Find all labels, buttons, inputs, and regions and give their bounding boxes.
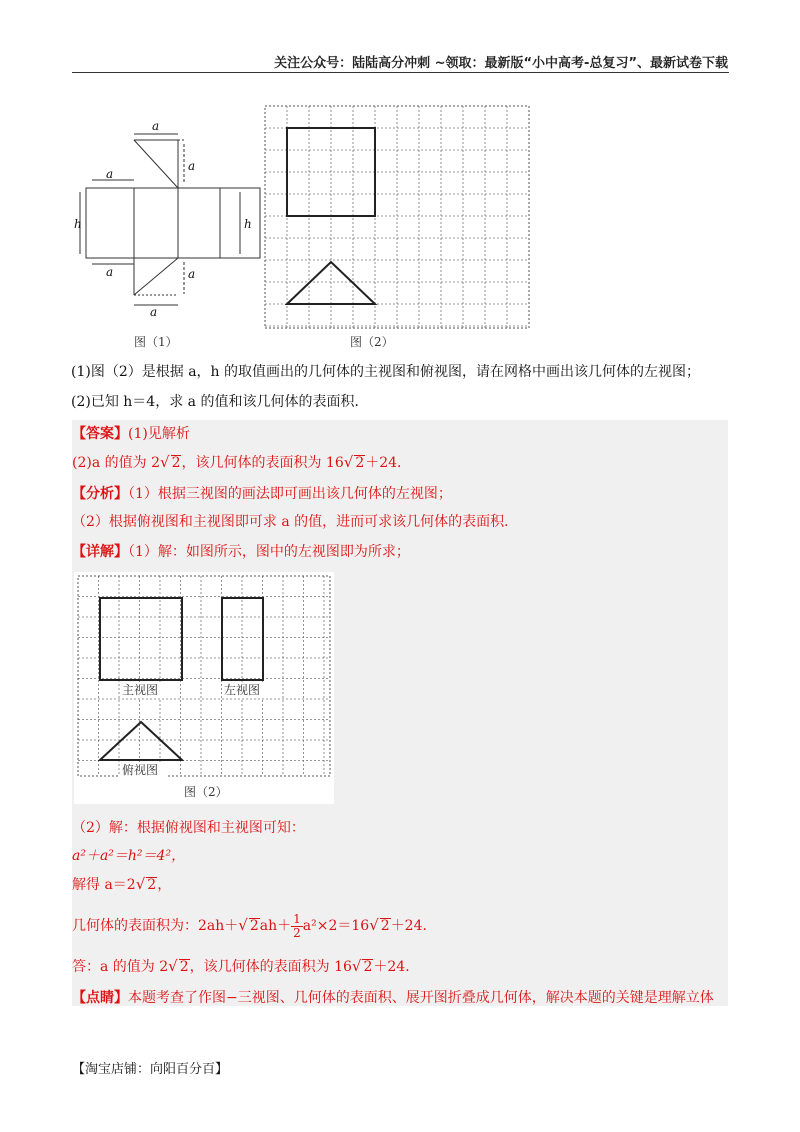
label-a-right-bottom: a bbox=[188, 267, 196, 281]
detail-part-2-intro: （2）解：根据俯视图和主视图可知： bbox=[72, 820, 305, 836]
equation-1: a²＋a²＝h²＝4²， bbox=[72, 848, 186, 864]
header-divider bbox=[72, 72, 729, 73]
analysis-tag: 【分析】 bbox=[72, 486, 128, 502]
analysis-line-1: 【分析】（1）根据三视图的画法即可画出该几何体的左视图； bbox=[72, 486, 452, 502]
page-header: 关注公众号：陆陆高分冲刺 ~领取：最新版“小中高考-总复习”、最新试卷下载 bbox=[274, 56, 728, 71]
label-a-bottom-left: a bbox=[106, 265, 114, 279]
label-h-right: h bbox=[244, 217, 252, 231]
label-a-right-top: a bbox=[188, 159, 196, 173]
answer-line-1 bbox=[72, 424, 190, 444]
top-view-label: 俯视图 bbox=[122, 763, 159, 777]
label-a-bottom: a bbox=[150, 305, 158, 319]
equation-2: 解得 a＝2√ 2， bbox=[72, 875, 172, 893]
solution-figure-caption: 图（2） bbox=[184, 785, 228, 799]
answer-line-2: (2)a 的值为 2√ 2，该几何体的表面积为 16√ 2＋24． bbox=[72, 453, 412, 471]
comment-line: 【点睛】本题考查了作图−三视图、几何体的表面积、展开图折叠成几何体，解决本题的关键是理解立体 bbox=[72, 990, 714, 1006]
figure-1-caption: 图（1） bbox=[134, 335, 178, 349]
equation-3: 几何体的表面积为：2ah＋√ 2ah＋ $\frac{1}{2}$ a²×2＝16√ 2＋24． bbox=[72, 911, 437, 940]
answer-part-1: (1)见解析 bbox=[128, 426, 190, 442]
final-answer: 答：a 的值为 2√ 2，该几何体的表面积为 16√ 2＋24． bbox=[72, 957, 420, 975]
front-view-label: 主视图 bbox=[122, 683, 159, 697]
figure-1-net bbox=[74, 119, 260, 319]
answer-tag: 【答案】 bbox=[72, 426, 128, 442]
question-part-2: (2)已知 h＝4，求 a 的值和该几何体的表面积． bbox=[71, 394, 369, 410]
label-a-top: a bbox=[152, 119, 160, 133]
label-a-left: a bbox=[106, 167, 114, 181]
analysis-line-2: （2）根据俯视图和主视图即可求 a 的值，进而可求该几何体的表面积． bbox=[72, 514, 519, 530]
label-h-left: h bbox=[74, 217, 82, 231]
side-view-label: 左视图 bbox=[224, 683, 261, 697]
figure-2-caption: 图（2） bbox=[350, 335, 394, 349]
figure-2-grid bbox=[265, 106, 529, 328]
comment-tag: 【点睛】 bbox=[72, 990, 128, 1006]
solution-figure bbox=[74, 572, 334, 804]
detail-line-1: 【详解】（1）解：如图所示，图中的左视图即为所求； bbox=[72, 544, 410, 560]
page-footer: 【淘宝店铺：向阳百分百】 bbox=[72, 1062, 229, 1077]
detail-tag: 【详解】 bbox=[72, 544, 128, 560]
question-part-1: (1)图（2）是根据 a，h 的取值画出的几何体的主视图和俯视图，请在网格中画出该几何体的左视图； bbox=[71, 364, 700, 380]
question-figures bbox=[70, 100, 530, 350]
